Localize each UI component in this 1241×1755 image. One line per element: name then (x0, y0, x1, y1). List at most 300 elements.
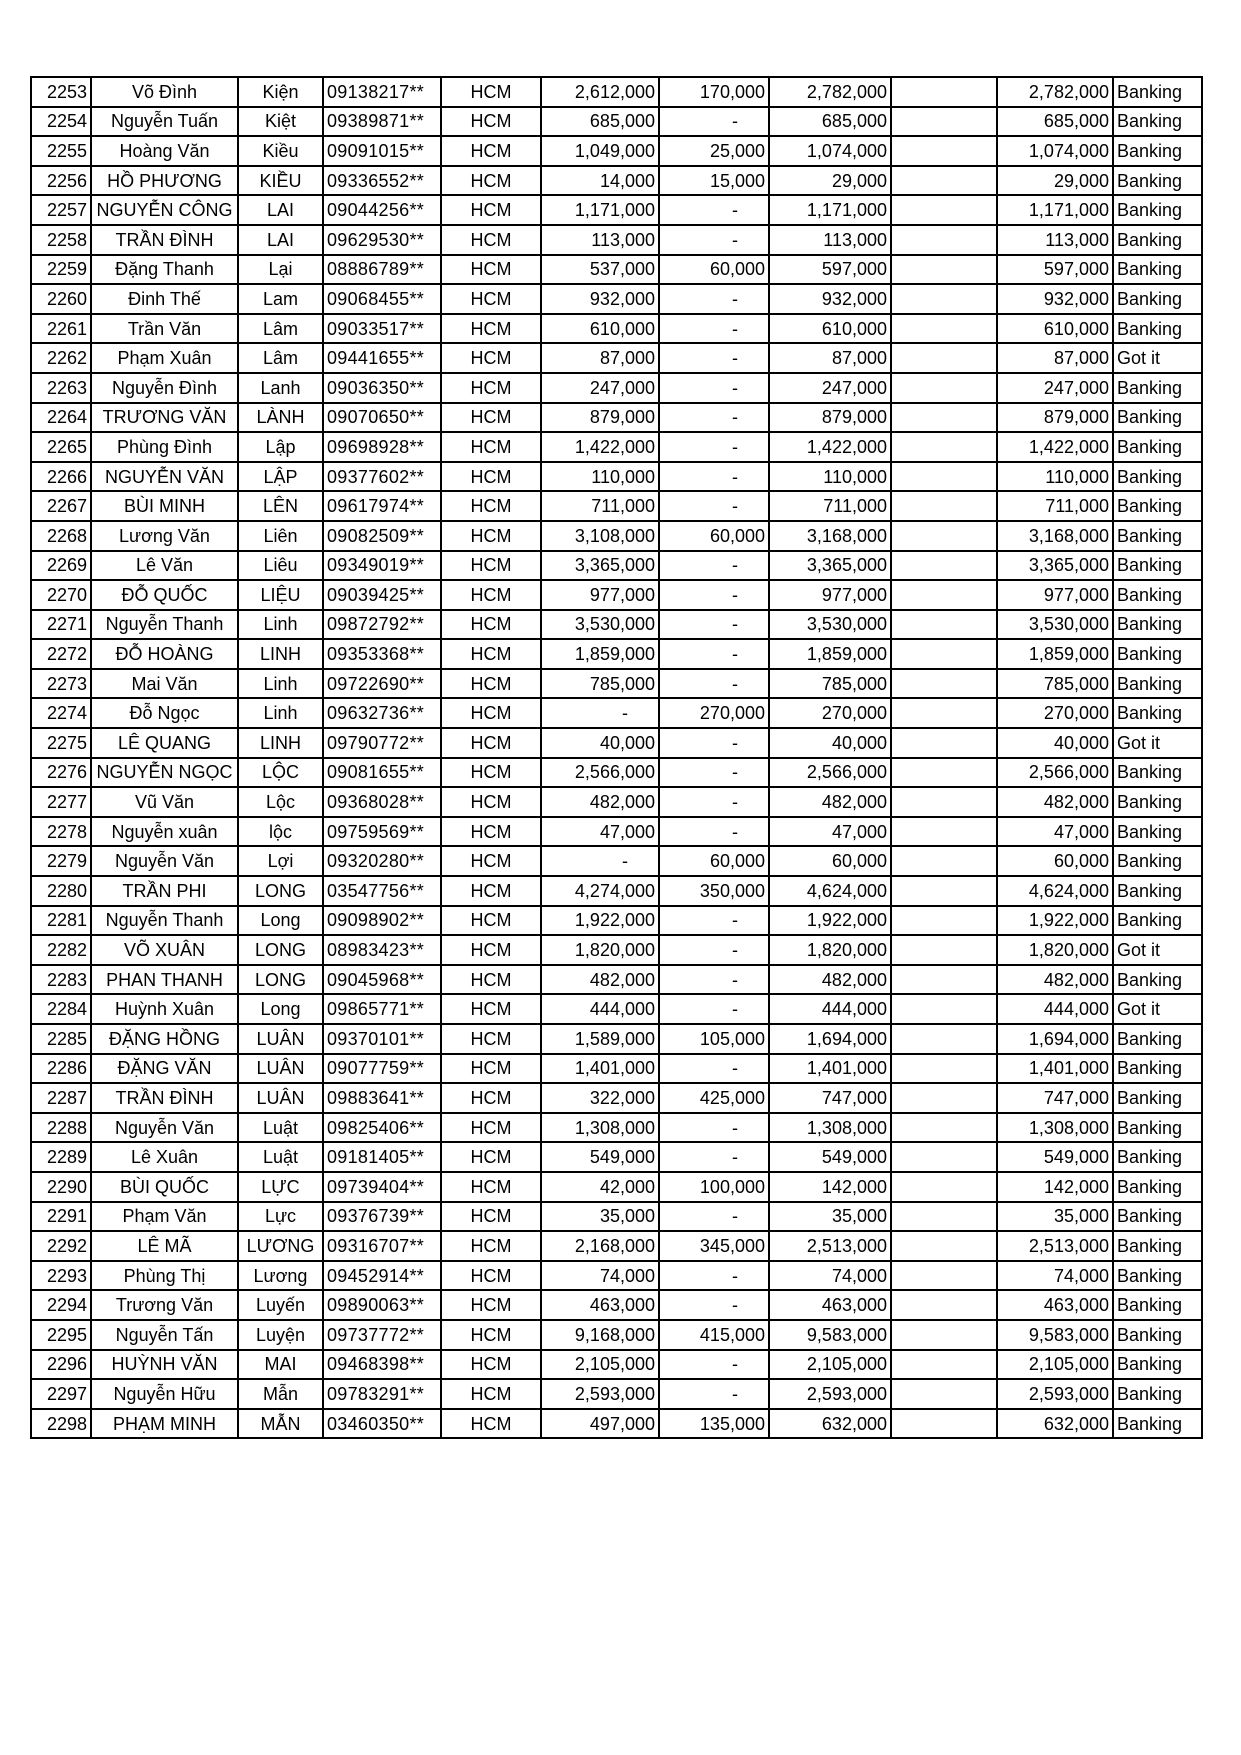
cell-status: Got it (1113, 935, 1202, 965)
cell-row-id: 2275 (31, 728, 91, 758)
cell-first-name: Đinh Thế (91, 284, 238, 314)
cell-last-name: LONG (238, 965, 323, 995)
cell-amount: 2,168,000 (541, 1231, 659, 1261)
cell-total: 74,000 (769, 1261, 891, 1291)
cell-last-name: Kiện (238, 77, 323, 107)
cell-row-id: 2260 (31, 284, 91, 314)
cell-extra-amount: - (659, 758, 769, 788)
cell-empty (891, 787, 997, 817)
cell-status: Banking (1113, 432, 1202, 462)
cell-amount: 610,000 (541, 314, 659, 344)
table-row (31, 1202, 1202, 1232)
cell-total: 247,000 (769, 373, 891, 403)
cell-first-name: LÊ MÃ (91, 1231, 238, 1261)
cell-extra-amount: - (659, 1350, 769, 1380)
cell-phone: 09722690** (323, 669, 441, 699)
cell-extra-amount: 60,000 (659, 846, 769, 876)
cell-amount: 497,000 (541, 1409, 659, 1439)
cell-final-total: 2,513,000 (997, 1231, 1113, 1261)
cell-empty (891, 1113, 997, 1143)
cell-empty (891, 551, 997, 581)
cell-first-name: Nguyễn xuân (91, 817, 238, 847)
cell-city: HCM (441, 225, 541, 255)
cell-total: 142,000 (769, 1172, 891, 1202)
cell-last-name: LUÂN (238, 1083, 323, 1113)
cell-status: Banking (1113, 1379, 1202, 1409)
cell-first-name: Vũ Văn (91, 787, 238, 817)
table-row (31, 107, 1202, 137)
cell-empty (891, 432, 997, 462)
cell-amount: 1,308,000 (541, 1113, 659, 1143)
cell-extra-amount: - (659, 787, 769, 817)
table-row (31, 521, 1202, 551)
cell-last-name: Mẫn (238, 1379, 323, 1409)
cell-phone: 09737772** (323, 1320, 441, 1350)
cell-last-name: Luật (238, 1113, 323, 1143)
cell-final-total: 40,000 (997, 728, 1113, 758)
cell-phone: 09389871** (323, 107, 441, 137)
table-row (31, 965, 1202, 995)
cell-extra-amount: 135,000 (659, 1409, 769, 1439)
cell-empty (891, 669, 997, 699)
cell-final-total: 142,000 (997, 1172, 1113, 1202)
payment-table (30, 76, 1203, 1439)
cell-first-name: HỒ PHƯƠNG (91, 166, 238, 196)
cell-final-total: 2,566,000 (997, 758, 1113, 788)
cell-extra-amount: 170,000 (659, 77, 769, 107)
cell-last-name: LƯƠNG (238, 1231, 323, 1261)
cell-empty (891, 1142, 997, 1172)
cell-last-name: Lợi (238, 846, 323, 876)
cell-row-id: 2269 (31, 551, 91, 581)
cell-final-total: 47,000 (997, 817, 1113, 847)
cell-first-name: NGUYỄN CÔNG (91, 195, 238, 225)
cell-extra-amount: - (659, 610, 769, 640)
cell-city: HCM (441, 1379, 541, 1409)
cell-empty (891, 343, 997, 373)
cell-last-name: LÀNH (238, 403, 323, 433)
cell-row-id: 2296 (31, 1350, 91, 1380)
cell-city: HCM (441, 639, 541, 669)
cell-final-total: 9,583,000 (997, 1320, 1113, 1350)
cell-status: Banking (1113, 698, 1202, 728)
cell-first-name: Nguyễn Tuấn (91, 107, 238, 137)
cell-row-id: 2290 (31, 1172, 91, 1202)
table-row (31, 1054, 1202, 1084)
table-row (31, 1290, 1202, 1320)
cell-phone: 09039425** (323, 580, 441, 610)
cell-extra-amount: - (659, 551, 769, 581)
cell-amount: 322,000 (541, 1083, 659, 1113)
cell-final-total: 60,000 (997, 846, 1113, 876)
cell-extra-amount: 60,000 (659, 521, 769, 551)
cell-amount: 14,000 (541, 166, 659, 196)
cell-city: HCM (441, 107, 541, 137)
cell-extra-amount: 270,000 (659, 698, 769, 728)
cell-status: Banking (1113, 1054, 1202, 1084)
cell-row-id: 2287 (31, 1083, 91, 1113)
cell-empty (891, 994, 997, 1024)
cell-phone: 09036350** (323, 373, 441, 403)
cell-total: 270,000 (769, 698, 891, 728)
cell-empty (891, 136, 997, 166)
cell-final-total: 977,000 (997, 580, 1113, 610)
cell-status: Banking (1113, 284, 1202, 314)
cell-total: 3,530,000 (769, 610, 891, 640)
cell-extra-amount: - (659, 935, 769, 965)
cell-phone: 03547756** (323, 876, 441, 906)
cell-status: Banking (1113, 314, 1202, 344)
cell-total: 47,000 (769, 817, 891, 847)
cell-amount: 3,530,000 (541, 610, 659, 640)
cell-final-total: 1,820,000 (997, 935, 1113, 965)
cell-amount: 2,105,000 (541, 1350, 659, 1380)
cell-status: Banking (1113, 876, 1202, 906)
cell-amount: 549,000 (541, 1142, 659, 1172)
cell-final-total: 29,000 (997, 166, 1113, 196)
cell-empty (891, 1054, 997, 1084)
cell-total: 35,000 (769, 1202, 891, 1232)
cell-first-name: NGUYỄN VĂN (91, 462, 238, 492)
cell-last-name: MẪN (238, 1409, 323, 1439)
cell-status: Banking (1113, 491, 1202, 521)
cell-phone: 09883641** (323, 1083, 441, 1113)
cell-row-id: 2265 (31, 432, 91, 462)
cell-final-total: 2,782,000 (997, 77, 1113, 107)
cell-total: 2,566,000 (769, 758, 891, 788)
cell-total: 463,000 (769, 1290, 891, 1320)
cell-city: HCM (441, 758, 541, 788)
cell-total: 610,000 (769, 314, 891, 344)
cell-amount: 2,566,000 (541, 758, 659, 788)
cell-total: 1,694,000 (769, 1024, 891, 1054)
cell-status: Banking (1113, 195, 1202, 225)
cell-city: HCM (441, 136, 541, 166)
cell-city: HCM (441, 965, 541, 995)
cell-last-name: Luật (238, 1142, 323, 1172)
cell-amount: 482,000 (541, 965, 659, 995)
cell-city: HCM (441, 432, 541, 462)
cell-final-total: 1,422,000 (997, 432, 1113, 462)
cell-phone: 09617974** (323, 491, 441, 521)
cell-extra-amount: 345,000 (659, 1231, 769, 1261)
cell-city: HCM (441, 1290, 541, 1320)
table-row (31, 1113, 1202, 1143)
cell-phone: 09368028** (323, 787, 441, 817)
cell-amount: 685,000 (541, 107, 659, 137)
cell-phone: 09098902** (323, 906, 441, 936)
cell-row-id: 2286 (31, 1054, 91, 1084)
cell-status: Banking (1113, 462, 1202, 492)
cell-first-name: Phùng Thị (91, 1261, 238, 1291)
cell-first-name: Nguyễn Tấn (91, 1320, 238, 1350)
cell-status: Banking (1113, 1231, 1202, 1261)
cell-empty (891, 1261, 997, 1291)
cell-first-name: TRẦN PHI (91, 876, 238, 906)
cell-city: HCM (441, 195, 541, 225)
cell-empty (891, 195, 997, 225)
cell-empty (891, 1083, 997, 1113)
cell-final-total: 1,308,000 (997, 1113, 1113, 1143)
cell-phone: 09783291** (323, 1379, 441, 1409)
cell-city: HCM (441, 462, 541, 492)
cell-final-total: 747,000 (997, 1083, 1113, 1113)
cell-last-name: Long (238, 906, 323, 936)
cell-row-id: 2268 (31, 521, 91, 551)
cell-amount: 74,000 (541, 1261, 659, 1291)
cell-empty (891, 639, 997, 669)
cell-amount: 9,168,000 (541, 1320, 659, 1350)
cell-city: HCM (441, 373, 541, 403)
cell-final-total: 247,000 (997, 373, 1113, 403)
cell-empty (891, 373, 997, 403)
cell-last-name: Lộc (238, 787, 323, 817)
cell-city: HCM (441, 580, 541, 610)
cell-city: HCM (441, 1024, 541, 1054)
cell-city: HCM (441, 1142, 541, 1172)
cell-extra-amount: - (659, 580, 769, 610)
cell-extra-amount: - (659, 965, 769, 995)
table-row (31, 817, 1202, 847)
cell-extra-amount: - (659, 314, 769, 344)
cell-total: 3,365,000 (769, 551, 891, 581)
cell-extra-amount: - (659, 195, 769, 225)
cell-status: Banking (1113, 1083, 1202, 1113)
cell-status: Banking (1113, 639, 1202, 669)
cell-amount: 1,171,000 (541, 195, 659, 225)
table-row (31, 491, 1202, 521)
cell-first-name: Huỳnh Xuân (91, 994, 238, 1024)
cell-extra-amount: - (659, 1290, 769, 1320)
cell-extra-amount: 105,000 (659, 1024, 769, 1054)
cell-extra-amount: - (659, 1202, 769, 1232)
cell-phone: 09790772** (323, 728, 441, 758)
cell-first-name: PHAN THANH (91, 965, 238, 995)
cell-status: Banking (1113, 166, 1202, 196)
cell-final-total: 685,000 (997, 107, 1113, 137)
cell-city: HCM (441, 610, 541, 640)
cell-empty (891, 1320, 997, 1350)
cell-first-name: NGUYỄN NGỌC (91, 758, 238, 788)
cell-phone: 09698928** (323, 432, 441, 462)
cell-city: HCM (441, 1202, 541, 1232)
cell-status: Banking (1113, 610, 1202, 640)
table-row (31, 1409, 1202, 1439)
cell-total: 977,000 (769, 580, 891, 610)
cell-row-id: 2256 (31, 166, 91, 196)
cell-row-id: 2270 (31, 580, 91, 610)
cell-amount: 977,000 (541, 580, 659, 610)
cell-last-name: LỰC (238, 1172, 323, 1202)
cell-phone: 08983423** (323, 935, 441, 965)
cell-status: Banking (1113, 255, 1202, 285)
cell-city: HCM (441, 935, 541, 965)
cell-row-id: 2261 (31, 314, 91, 344)
cell-last-name: Kiều (238, 136, 323, 166)
cell-empty (891, 758, 997, 788)
cell-extra-amount: 60,000 (659, 255, 769, 285)
cell-first-name: Nguyễn Đình (91, 373, 238, 403)
cell-first-name: BÙI MINH (91, 491, 238, 521)
cell-last-name: LUÂN (238, 1054, 323, 1084)
cell-last-name: Liêu (238, 551, 323, 581)
cell-final-total: 113,000 (997, 225, 1113, 255)
cell-total: 1,308,000 (769, 1113, 891, 1143)
cell-status: Banking (1113, 1320, 1202, 1350)
cell-final-total: 3,365,000 (997, 551, 1113, 581)
cell-last-name: LAI (238, 225, 323, 255)
cell-city: HCM (441, 284, 541, 314)
cell-status: Banking (1113, 107, 1202, 137)
cell-row-id: 2272 (31, 639, 91, 669)
cell-row-id: 2277 (31, 787, 91, 817)
cell-empty (891, 876, 997, 906)
cell-first-name: Trương Văn (91, 1290, 238, 1320)
cell-status: Banking (1113, 403, 1202, 433)
cell-city: HCM (441, 728, 541, 758)
cell-empty (891, 1379, 997, 1409)
cell-empty (891, 1231, 997, 1261)
cell-last-name: LONG (238, 935, 323, 965)
cell-phone: 09370101** (323, 1024, 441, 1054)
cell-total: 2,105,000 (769, 1350, 891, 1380)
cell-first-name: TRƯƠNG VĂN (91, 403, 238, 433)
cell-first-name: Nguyễn Thanh (91, 906, 238, 936)
cell-phone: 09316707** (323, 1231, 441, 1261)
cell-status: Banking (1113, 580, 1202, 610)
cell-empty (891, 580, 997, 610)
cell-amount: 932,000 (541, 284, 659, 314)
cell-extra-amount: - (659, 225, 769, 255)
table-row (31, 758, 1202, 788)
cell-last-name: LINH (238, 639, 323, 669)
cell-row-id: 2264 (31, 403, 91, 433)
cell-last-name: Lanh (238, 373, 323, 403)
cell-status: Got it (1113, 343, 1202, 373)
cell-amount: 35,000 (541, 1202, 659, 1232)
cell-final-total: 1,694,000 (997, 1024, 1113, 1054)
cell-empty (891, 817, 997, 847)
cell-row-id: 2274 (31, 698, 91, 728)
cell-phone: 08886789** (323, 255, 441, 285)
cell-city: HCM (441, 876, 541, 906)
cell-status: Got it (1113, 728, 1202, 758)
cell-row-id: 2293 (31, 1261, 91, 1291)
cell-first-name: TRẦN ĐÌNH (91, 225, 238, 255)
cell-city: HCM (441, 669, 541, 699)
cell-amount: 785,000 (541, 669, 659, 699)
cell-row-id: 2284 (31, 994, 91, 1024)
cell-status: Banking (1113, 551, 1202, 581)
cell-row-id: 2288 (31, 1113, 91, 1143)
table-row (31, 1024, 1202, 1054)
table-row (31, 610, 1202, 640)
cell-extra-amount: - (659, 403, 769, 433)
table-row (31, 166, 1202, 196)
cell-first-name: ĐỖ QUỐC (91, 580, 238, 610)
cell-last-name: Lương (238, 1261, 323, 1291)
cell-first-name: ĐỖ HOÀNG (91, 639, 238, 669)
cell-first-name: Võ Đình (91, 77, 238, 107)
cell-last-name: Luyện (238, 1320, 323, 1350)
cell-first-name: Nguyễn Văn (91, 1113, 238, 1143)
cell-amount: 1,401,000 (541, 1054, 659, 1084)
cell-total: 482,000 (769, 965, 891, 995)
cell-amount: 463,000 (541, 1290, 659, 1320)
table-row (31, 580, 1202, 610)
cell-total: 40,000 (769, 728, 891, 758)
cell-extra-amount: - (659, 817, 769, 847)
cell-phone: 09082509** (323, 521, 441, 551)
cell-first-name: VÕ XUÂN (91, 935, 238, 965)
cell-amount: 40,000 (541, 728, 659, 758)
cell-total: 60,000 (769, 846, 891, 876)
cell-amount: - (541, 846, 659, 876)
cell-last-name: lộc (238, 817, 323, 847)
cell-first-name: Trần Văn (91, 314, 238, 344)
cell-extra-amount: 350,000 (659, 876, 769, 906)
cell-city: HCM (441, 314, 541, 344)
cell-amount: 1,589,000 (541, 1024, 659, 1054)
cell-final-total: 270,000 (997, 698, 1113, 728)
table-row (31, 876, 1202, 906)
cell-row-id: 2271 (31, 610, 91, 640)
cell-first-name: ĐẶNG HỒNG (91, 1024, 238, 1054)
cell-extra-amount: - (659, 462, 769, 492)
cell-final-total: 632,000 (997, 1409, 1113, 1439)
cell-last-name: Lâm (238, 314, 323, 344)
cell-first-name: HUỲNH VĂN (91, 1350, 238, 1380)
cell-amount: 4,274,000 (541, 876, 659, 906)
cell-total: 1,401,000 (769, 1054, 891, 1084)
cell-empty (891, 77, 997, 107)
table-row (31, 77, 1202, 107)
table-row (31, 551, 1202, 581)
cell-city: HCM (441, 1350, 541, 1380)
cell-empty (891, 107, 997, 137)
cell-city: HCM (441, 343, 541, 373)
cell-last-name: KIỀU (238, 166, 323, 196)
cell-phone: 09377602** (323, 462, 441, 492)
cell-last-name: Lam (238, 284, 323, 314)
cell-extra-amount: - (659, 373, 769, 403)
cell-final-total: 1,401,000 (997, 1054, 1113, 1084)
cell-row-id: 2279 (31, 846, 91, 876)
cell-final-total: 711,000 (997, 491, 1113, 521)
cell-status: Banking (1113, 787, 1202, 817)
cell-first-name: Nguyễn Văn (91, 846, 238, 876)
cell-final-total: 1,074,000 (997, 136, 1113, 166)
cell-amount: 537,000 (541, 255, 659, 285)
cell-first-name: Lê Văn (91, 551, 238, 581)
cell-status: Banking (1113, 1142, 1202, 1172)
cell-first-name: Lê Xuân (91, 1142, 238, 1172)
cell-city: HCM (441, 521, 541, 551)
cell-empty (891, 255, 997, 285)
cell-city: HCM (441, 1172, 541, 1202)
cell-first-name: Lương Văn (91, 521, 238, 551)
cell-extra-amount: - (659, 1142, 769, 1172)
cell-first-name: Mai Văn (91, 669, 238, 699)
cell-city: HCM (441, 698, 541, 728)
cell-empty (891, 521, 997, 551)
cell-total: 1,171,000 (769, 195, 891, 225)
cell-city: HCM (441, 1083, 541, 1113)
cell-final-total: 110,000 (997, 462, 1113, 492)
cell-total: 87,000 (769, 343, 891, 373)
table-row (31, 314, 1202, 344)
cell-phone: 09068455** (323, 284, 441, 314)
